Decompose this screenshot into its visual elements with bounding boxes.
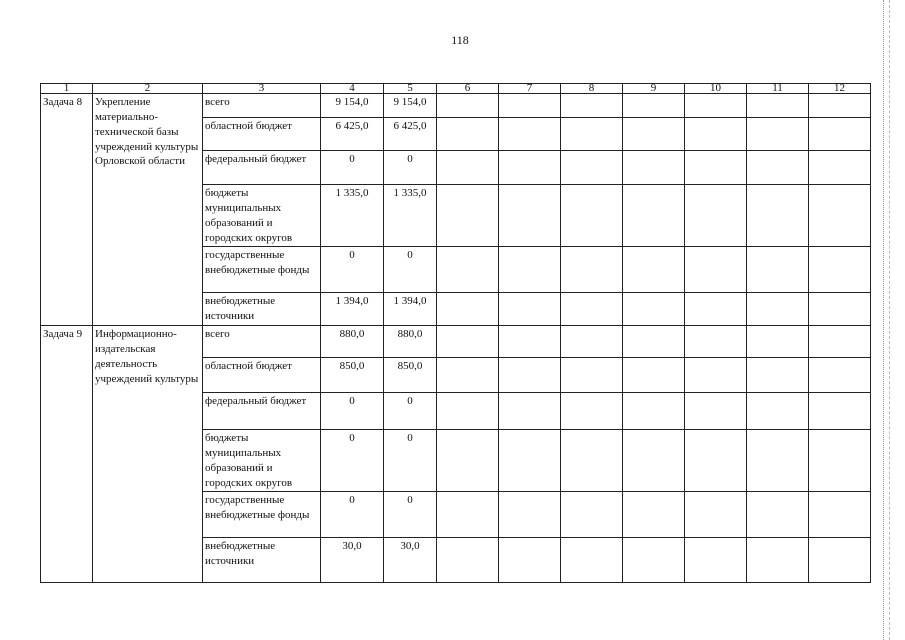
empty-cell bbox=[747, 538, 809, 583]
empty-cell bbox=[809, 94, 871, 118]
empty-cell bbox=[809, 247, 871, 293]
empty-cell bbox=[809, 326, 871, 358]
empty-cell bbox=[623, 94, 685, 118]
column-header: 11 bbox=[747, 84, 809, 94]
column-header: 2 bbox=[93, 84, 203, 94]
empty-cell bbox=[437, 326, 499, 358]
empty-cell bbox=[685, 185, 747, 247]
value-col5: 30,0 bbox=[384, 538, 437, 583]
empty-cell bbox=[499, 94, 561, 118]
column-header: 7 bbox=[499, 84, 561, 94]
budget-table bbox=[40, 83, 871, 583]
funding-source: государственные внебюджетные фонды bbox=[203, 247, 321, 293]
value-col4: 6 425,0 bbox=[321, 118, 384, 151]
empty-cell bbox=[437, 358, 499, 393]
empty-cell bbox=[809, 293, 871, 326]
empty-cell bbox=[809, 430, 871, 492]
empty-cell bbox=[499, 118, 561, 151]
funding-source: бюджеты муниципальных образований и городских округов bbox=[203, 185, 321, 247]
column-header: 10 bbox=[685, 84, 747, 94]
empty-cell bbox=[499, 430, 561, 492]
funding-source: областной бюджет bbox=[203, 358, 321, 393]
empty-cell bbox=[747, 393, 809, 430]
task-label: Задача 8 bbox=[41, 94, 93, 326]
table-row bbox=[41, 94, 871, 118]
empty-cell bbox=[437, 492, 499, 538]
value-col4: 1 394,0 bbox=[321, 293, 384, 326]
empty-cell bbox=[437, 393, 499, 430]
value-col4: 0 bbox=[321, 492, 384, 538]
page-number: 118 bbox=[451, 33, 469, 47]
empty-cell bbox=[561, 326, 623, 358]
column-header: 9 bbox=[623, 84, 685, 94]
empty-cell bbox=[561, 492, 623, 538]
scan-edge-line bbox=[883, 0, 886, 640]
task-title: Укрепление материально-технической базы учреждений культуры Орловской области bbox=[93, 94, 203, 326]
empty-cell bbox=[437, 430, 499, 492]
value-col5: 6 425,0 bbox=[384, 118, 437, 151]
empty-cell bbox=[623, 151, 685, 185]
empty-cell bbox=[561, 118, 623, 151]
empty-cell bbox=[623, 118, 685, 151]
empty-cell bbox=[809, 118, 871, 151]
empty-cell bbox=[685, 492, 747, 538]
value-col4: 0 bbox=[321, 430, 384, 492]
funding-source: областной бюджет bbox=[203, 118, 321, 151]
empty-cell bbox=[623, 430, 685, 492]
empty-cell bbox=[499, 326, 561, 358]
empty-cell bbox=[623, 393, 685, 430]
value-col4: 0 bbox=[321, 393, 384, 430]
value-col4: 850,0 bbox=[321, 358, 384, 393]
empty-cell bbox=[499, 247, 561, 293]
value-col4: 1 335,0 bbox=[321, 185, 384, 247]
empty-cell bbox=[623, 358, 685, 393]
column-header: 1 bbox=[41, 84, 93, 94]
empty-cell bbox=[437, 185, 499, 247]
empty-cell bbox=[499, 538, 561, 583]
empty-cell bbox=[623, 293, 685, 326]
empty-cell bbox=[685, 430, 747, 492]
empty-cell bbox=[685, 151, 747, 185]
value-col5: 9 154,0 bbox=[384, 94, 437, 118]
value-col5: 0 bbox=[384, 492, 437, 538]
funding-source: внебюджетные источники bbox=[203, 293, 321, 326]
empty-cell bbox=[561, 358, 623, 393]
column-header: 4 bbox=[321, 84, 384, 94]
column-header: 3 bbox=[203, 84, 321, 94]
empty-cell bbox=[561, 293, 623, 326]
value-col5: 1 335,0 bbox=[384, 185, 437, 247]
empty-cell bbox=[809, 393, 871, 430]
empty-cell bbox=[499, 358, 561, 393]
empty-cell bbox=[685, 326, 747, 358]
value-col4: 30,0 bbox=[321, 538, 384, 583]
funding-source: федеральный бюджет bbox=[203, 151, 321, 185]
table-row bbox=[41, 326, 871, 358]
empty-cell bbox=[561, 94, 623, 118]
empty-cell bbox=[561, 538, 623, 583]
empty-cell bbox=[499, 393, 561, 430]
empty-cell bbox=[747, 118, 809, 151]
empty-cell bbox=[747, 293, 809, 326]
empty-cell bbox=[623, 492, 685, 538]
funding-source: государственные внебюджетные фонды bbox=[203, 492, 321, 538]
empty-cell bbox=[809, 492, 871, 538]
value-col5: 0 bbox=[384, 430, 437, 492]
empty-cell bbox=[437, 151, 499, 185]
column-header: 6 bbox=[437, 84, 499, 94]
value-col5: 0 bbox=[384, 247, 437, 293]
value-col4: 9 154,0 bbox=[321, 94, 384, 118]
empty-cell bbox=[747, 185, 809, 247]
empty-cell bbox=[437, 538, 499, 583]
value-col4: 0 bbox=[321, 247, 384, 293]
empty-cell bbox=[561, 393, 623, 430]
empty-cell bbox=[685, 118, 747, 151]
empty-cell bbox=[685, 293, 747, 326]
column-header: 8 bbox=[561, 84, 623, 94]
value-col4: 0 bbox=[321, 151, 384, 185]
empty-cell bbox=[561, 430, 623, 492]
empty-cell bbox=[561, 151, 623, 185]
column-header: 12 bbox=[809, 84, 871, 94]
empty-cell bbox=[437, 94, 499, 118]
empty-cell bbox=[747, 492, 809, 538]
empty-cell bbox=[747, 247, 809, 293]
value-col4: 880,0 bbox=[321, 326, 384, 358]
empty-cell bbox=[437, 247, 499, 293]
empty-cell bbox=[623, 326, 685, 358]
empty-cell bbox=[499, 151, 561, 185]
empty-cell bbox=[685, 393, 747, 430]
empty-cell bbox=[499, 492, 561, 538]
empty-cell bbox=[685, 247, 747, 293]
empty-cell bbox=[561, 185, 623, 247]
column-header: 5 bbox=[384, 84, 437, 94]
empty-cell bbox=[499, 185, 561, 247]
empty-cell bbox=[437, 293, 499, 326]
funding-source: всего bbox=[203, 326, 321, 358]
value-col5: 0 bbox=[384, 151, 437, 185]
empty-cell bbox=[747, 151, 809, 185]
empty-cell bbox=[747, 358, 809, 393]
empty-cell bbox=[685, 358, 747, 393]
empty-cell bbox=[499, 293, 561, 326]
table-header-row bbox=[41, 84, 871, 94]
empty-cell bbox=[623, 247, 685, 293]
empty-cell bbox=[561, 247, 623, 293]
value-col5: 880,0 bbox=[384, 326, 437, 358]
empty-cell bbox=[809, 538, 871, 583]
scan-edge-line bbox=[889, 0, 892, 640]
empty-cell bbox=[747, 326, 809, 358]
funding-source: внебюджетные источники bbox=[203, 538, 321, 583]
empty-cell bbox=[623, 538, 685, 583]
empty-cell bbox=[747, 430, 809, 492]
value-col5: 850,0 bbox=[384, 358, 437, 393]
funding-source: бюджеты муниципальных образований и городских округов bbox=[203, 430, 321, 492]
empty-cell bbox=[437, 118, 499, 151]
task-label: Задача 9 bbox=[41, 326, 93, 583]
funding-source: федеральный бюджет bbox=[203, 393, 321, 430]
funding-source: всего bbox=[203, 94, 321, 118]
empty-cell bbox=[685, 94, 747, 118]
empty-cell bbox=[747, 94, 809, 118]
empty-cell bbox=[809, 358, 871, 393]
empty-cell bbox=[623, 185, 685, 247]
value-col5: 1 394,0 bbox=[384, 293, 437, 326]
empty-cell bbox=[809, 151, 871, 185]
empty-cell bbox=[809, 185, 871, 247]
task-title: Информационно-издательская деятельность учреждений культуры bbox=[93, 326, 203, 583]
empty-cell bbox=[685, 538, 747, 583]
value-col5: 0 bbox=[384, 393, 437, 430]
